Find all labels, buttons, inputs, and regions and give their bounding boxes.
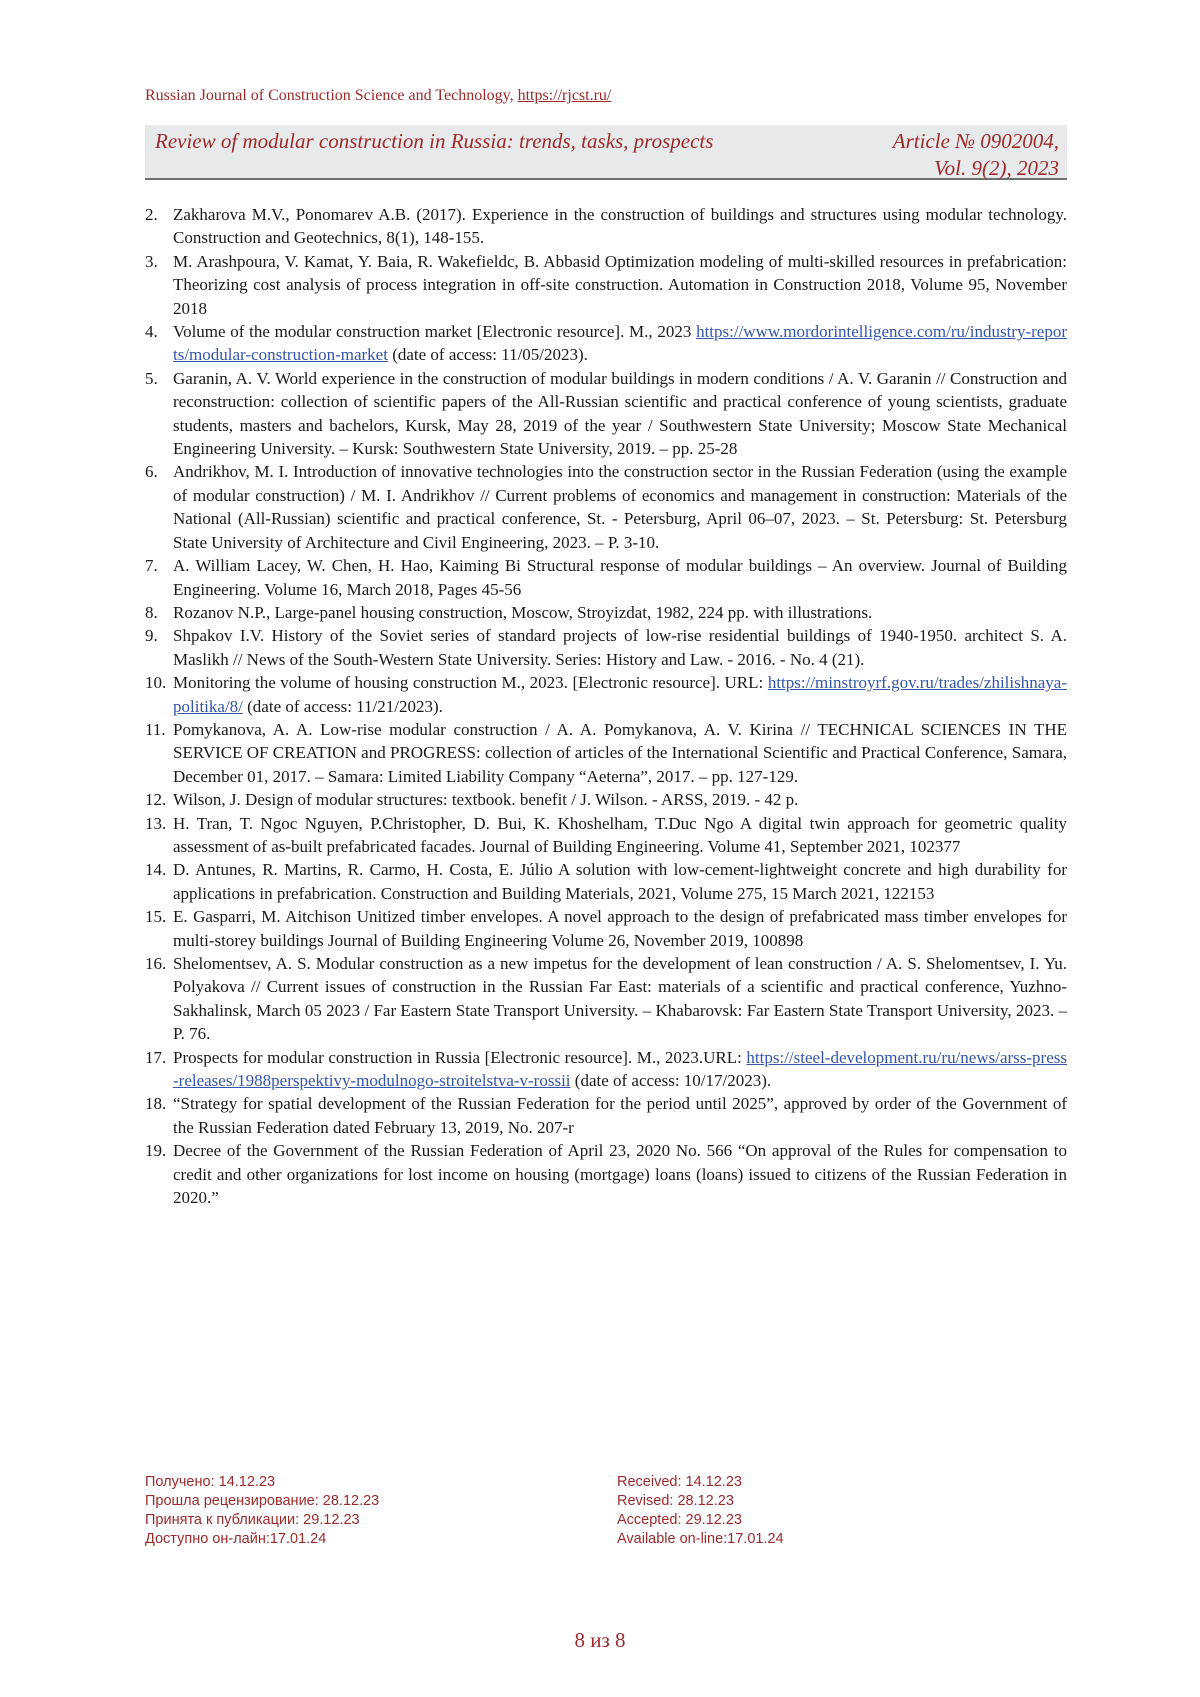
reference-item xyxy=(145,812,1067,859)
running-header xyxy=(145,125,1067,180)
article-volume: Vol. 9(2), 2023 xyxy=(759,155,1059,182)
reference-text: Shelomentsev, A. S. Modular construction as a new impetus for the development of lean construction / A. S. Shelomentsev, I. Yu. Polyakova // Current issues of construction in the Russian Far East: materials of a scientific and practical conference, Yuzhno-Sakhalinsk, March 05 2023 / Far Eastern State Transport University. – Khabarovsk: Far Eastern State Transport University, 2023. – P. 76. xyxy=(173,954,1067,1043)
reference-number: 8. xyxy=(145,601,158,624)
reference-number: 17. xyxy=(145,1046,166,1069)
references-list xyxy=(145,203,1067,1209)
accepted-date-ru: Принята к публикации: 29.12.23 xyxy=(145,1511,379,1530)
article-number: Article № 0902004, xyxy=(759,128,1059,155)
reference-link[interactable]: https://www.mordorintelligence.com/ru/industry-reports/modular-construction-market xyxy=(173,322,1067,364)
article-info xyxy=(759,128,1059,182)
reference-text: M. Arashpoura, V. Kamat, Y. Baia, R. Wakefieldc, B. Abbasid Optimization modeling of multi-skilled resources in prefabrication: Theorizing cost analysis of process integration in off-site construction. Automation in Construction 2018, Volume 95, November 2018 xyxy=(173,252,1067,318)
reference-text: “Strategy for spatial development of the Russian Federation for the period until 2025”, approved by order of the Government of the Russian Federation dated February 13, 2019, No. 207-r xyxy=(173,1094,1067,1136)
reference-text: Shpakov I.V. History of the Soviet series of standard projects of low-rise residential buildings of 1940-1950. architect S. A. Maslikh // News of the South-Western State University. Series: History and Law. - 2016. - No. 4 (21). xyxy=(173,626,1067,668)
online-date-ru: Доступно он-лайн:17.01.24 xyxy=(145,1530,379,1549)
reference-item xyxy=(145,554,1067,601)
reference-text: Monitoring the volume of housing construction M., 2023. [Electronic resource]. URL: xyxy=(173,673,768,692)
reference-text-after: (date of access: 11/05/2023). xyxy=(388,345,588,364)
reference-text: Pomykanova, A. A. Low-rise modular construction / A. A. Pomykanova, A. V. Kirina // TECHNICAL SCIENCES IN THE SERVICE OF CREATION and PROGRESS: collection of articles of the International Scientific and Practical Conference, Samara, December 01, 2017. – Samara: Limited Liability Company “Aeterna”, 2017. – pp. 127-129. xyxy=(173,720,1067,786)
reference-number: 3. xyxy=(145,250,158,273)
reference-link[interactable]: https://minstroyrf.gov.ru/trades/zhilishnaya-politika/8/ xyxy=(173,673,1067,715)
reference-item xyxy=(145,718,1067,788)
reference-text: Garanin, A. V. World experience in the construction of modular buildings in modern conditions / A. V. Garanin // Construction and reconstruction: collection of scientific papers of the All-Russian scientific and practical conference of young scientists, graduate students, masters and bachelors, Kursk, May 28, 2019 of the year / Southwestern State University; Moscow State Mechanical Engineering University. – Kursk: Southwestern State University, 2019. – pp. 25-28 xyxy=(173,369,1067,458)
reference-item xyxy=(145,905,1067,952)
reference-item xyxy=(145,601,1067,624)
reference-item xyxy=(145,671,1067,718)
reference-text: Volume of the modular construction market [Electronic resource]. M., 2023 xyxy=(173,322,696,341)
reference-item xyxy=(145,858,1067,905)
journal-title: Russian Journal of Construction Science and Technology, xyxy=(145,87,518,104)
reference-number: 19. xyxy=(145,1139,166,1162)
article-title: Review of modular construction in Russia: trends, tasks, prospects xyxy=(155,128,715,155)
received-date-ru: Получено: 14.12.23 xyxy=(145,1473,379,1492)
journal-url-link[interactable]: https://rjcst.ru/ xyxy=(518,87,612,104)
reference-item xyxy=(145,1092,1067,1139)
reference-text: H. Tran, T. Ngoc Nguyen, P.Christopher, D. Bui, K. Khoshelham, T.Duc Ngo A digital twin approach for geometric quality assessment of as-built prefabricated facades. Journal of Building Engineering. Volume 41, September 2021, 102377 xyxy=(173,814,1067,856)
online-date-en: Available on-line:17.01.24 xyxy=(617,1530,784,1549)
reference-text: Decree of the Government of the Russian Federation of April 23, 2020 No. 566 “On approval of the Rules for compensation to credit and other organizations for lost income on housing (mortgage) loans (loans) issued to citizens of the Russian Federation in 2020.” xyxy=(173,1141,1067,1207)
revised-date-ru: Прошла рецензирование: 28.12.23 xyxy=(145,1492,379,1511)
reference-text: D. Antunes, R. Martins, R. Carmo, H. Costa, E. Júlio A solution with low-cement-lightweight concrete and high durability for applications in prefabrication. Construction and Building Materials, 2021, Volume 275, 15 March 2021, 122153 xyxy=(173,860,1067,902)
page-number: 8 из 8 xyxy=(0,1628,1200,1653)
journal-name xyxy=(145,87,611,105)
reference-item xyxy=(145,203,1067,250)
received-date-en: Received: 14.12.23 xyxy=(617,1473,784,1492)
reference-number: 5. xyxy=(145,367,158,390)
reference-number: 4. xyxy=(145,320,158,343)
reference-text-after: (date of access: 10/17/2023). xyxy=(571,1071,772,1090)
reference-item xyxy=(145,788,1067,811)
reference-text: Rozanov N.P., Large-panel housing construction, Moscow, Stroyizdat, 1982, 224 pp. with illustrations. xyxy=(173,603,872,622)
reference-item xyxy=(145,367,1067,461)
accepted-date-en: Accepted: 29.12.23 xyxy=(617,1511,784,1530)
reference-text: Zakharova M.V., Ponomarev A.B. (2017). Experience in the construction of buildings and structures using modular technology. Construction and Geotechnics, 8(1), 148-155. xyxy=(173,205,1067,247)
reference-text: E. Gasparri, M. Aitchison Unitized timber envelopes. A novel approach to the design of prefabricated mass timber envelopes for multi-storey buildings Journal of Building Engineering Volume 26, November 2019, 100898 xyxy=(173,907,1067,949)
revised-date-en: Revised: 28.12.23 xyxy=(617,1492,784,1511)
reference-item xyxy=(145,250,1067,320)
reference-number: 9. xyxy=(145,624,158,647)
reference-number: 2. xyxy=(145,203,158,226)
reference-link[interactable]: https://steel-development.ru/ru/news/arss-press-releases/1988perspektivy-modulnogo-stroitelstva-v-rossii xyxy=(173,1048,1067,1090)
reference-number: 11. xyxy=(145,718,166,741)
footer-dates-en xyxy=(617,1473,784,1549)
reference-number: 6. xyxy=(145,460,158,483)
reference-number: 12. xyxy=(145,788,166,811)
reference-item xyxy=(145,1139,1067,1209)
reference-number: 16. xyxy=(145,952,166,975)
reference-item xyxy=(145,460,1067,554)
reference-text: Prospects for modular construction in Russia [Electronic resource]. M., 2023.URL: xyxy=(173,1048,746,1067)
reference-item xyxy=(145,320,1067,367)
reference-text-after: (date of access: 11/21/2023). xyxy=(243,697,443,716)
reference-item xyxy=(145,1046,1067,1093)
reference-number: 7. xyxy=(145,554,158,577)
reference-text: Wilson, J. Design of modular structures: textbook. benefit / J. Wilson. - ARSS, 2019. - 42 p. xyxy=(173,790,798,809)
reference-text: A. William Lacey, W. Chen, H. Hao, Kaiming Bi Structural response of modular buildings – An overview. Journal of Building Engineering. Volume 16, March 2018, Pages 45-56 xyxy=(173,556,1067,598)
footer-dates-ru xyxy=(145,1473,379,1549)
reference-item xyxy=(145,952,1067,1046)
reference-number: 14. xyxy=(145,858,166,881)
reference-item xyxy=(145,624,1067,671)
reference-number: 10. xyxy=(145,671,166,694)
reference-text: Andrikhov, M. I. Introduction of innovative technologies into the construction sector in the Russian Federation (using the example of modular construction) / M. I. Andrikhov // Current problems of economics and management in construction: Materials of the National (All-Russian) scientific and practical conference, St. - Petersburg, April 06–07, 2023. – St. Petersburg: St. Petersburg State University of Architecture and Civil Engineering, 2023. – P. 3-10. xyxy=(173,462,1067,551)
reference-number: 13. xyxy=(145,812,166,835)
reference-number: 18. xyxy=(145,1092,166,1115)
reference-number: 15. xyxy=(145,905,166,928)
